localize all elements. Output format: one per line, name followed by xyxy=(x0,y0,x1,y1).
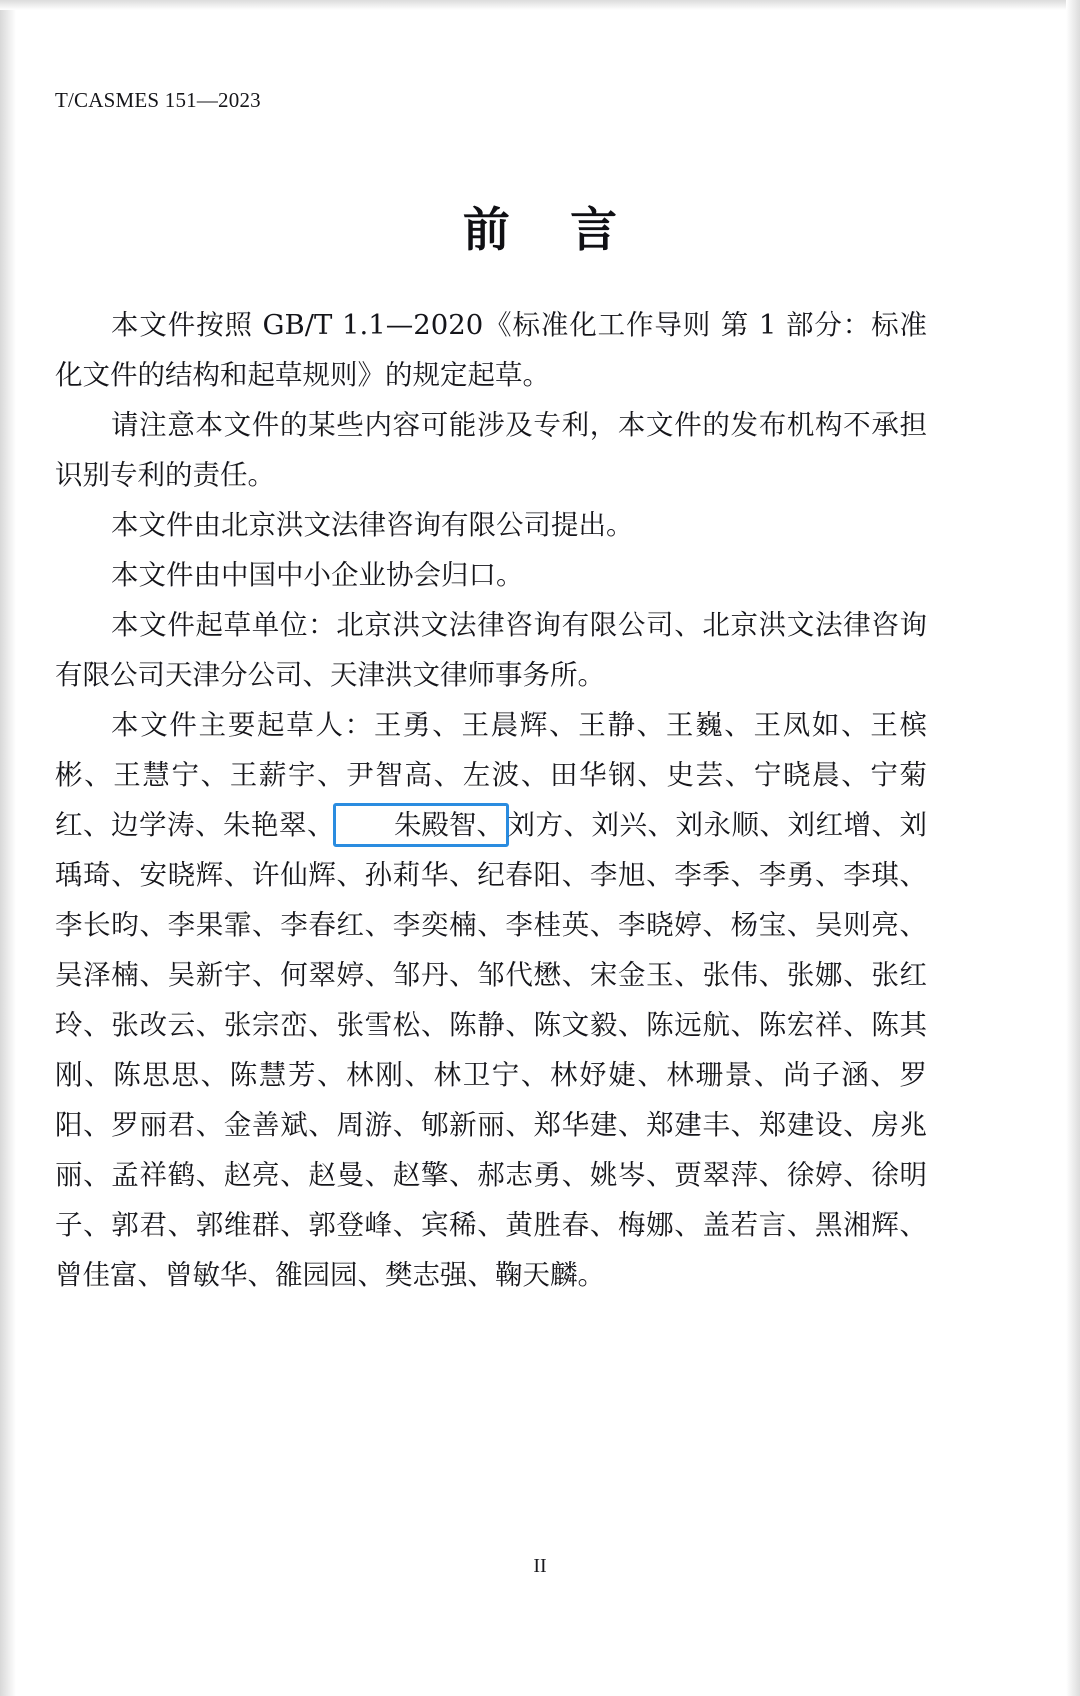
highlighted-name[interactable]: 朱殿智、 xyxy=(333,803,509,847)
drafters-names-after-highlight: 刘方、刘兴、刘永顺、刘红增、刘瑀琦、安晓辉、许仙辉、孙莉华、纪春阳、李旭、李季、李勇、李琪、李长昀、李果霏、李春红、李奕楠、李桂英、李晓婷、杨宝、吴则亮、吴泽楠、吴新宇、何翠婷、邹丹、邹代懋、宋金玉、张伟、张娜、张红玲、张改云、张宗峦、张雪松、陈静、陈文毅、陈远航、陈宏祥、陈其刚、陈思思、陈慧芳、林刚、林卫宁、林妤婕、林珊景、尚子涵、罗阳、罗丽君、金善斌、周游、郇新丽、郑华建、郑建丰、郑建设、房兆丽、孟祥鹤、赵亮、赵曼、赵擎、郝志勇、姚岑、贾翠萍、徐婷、徐明子、郭君、郭维群、郭登峰、宾稀、黄胜春、梅娜、盖若言、黑湘辉、曾佳富、曾敏华、雒园园、樊志强、鞠天麟。 xyxy=(55,809,927,1291)
drafters-paragraph xyxy=(55,700,927,1300)
drafters-lead-in: 本文件主要起草人： xyxy=(111,709,374,741)
page-number: II xyxy=(533,1555,547,1577)
page-title: 前 言 xyxy=(462,203,640,258)
paragraph-3: 本文件由北京洪文法律咨询有限公司提出。 xyxy=(111,509,634,541)
foreword-body xyxy=(55,300,927,1300)
paragraph-5: 本文件起草单位：北京洪文法律咨询有限公司、北京洪文法律咨询有限公司天津分公司、天津洪文律师事务所。 xyxy=(55,609,927,691)
page-top-shading xyxy=(0,0,1080,10)
drafters-names-before-highlight: 王勇、王晨辉、王静、王巍、王凤如、王槟彬、王慧宁、王薪宇、尹智高、左波、田华钢、史芸、宁晓晨、宁菊红、边学涛、朱艳翠、 xyxy=(55,709,928,841)
paragraph-1: 本文件按照 GB/T 1.1—2020《标准化工作导则 第 1 部分：标准化文件的结构和起草规则》的规定起草。 xyxy=(55,309,927,391)
document-header: T/CASMES 151—2023 xyxy=(55,88,261,112)
paragraph-4: 本文件由中国中小企业协会归口。 xyxy=(111,559,524,591)
paragraph-2: 请注意本文件的某些内容可能涉及专利，本文件的发布机构不承担识别专利的责任。 xyxy=(55,409,927,491)
